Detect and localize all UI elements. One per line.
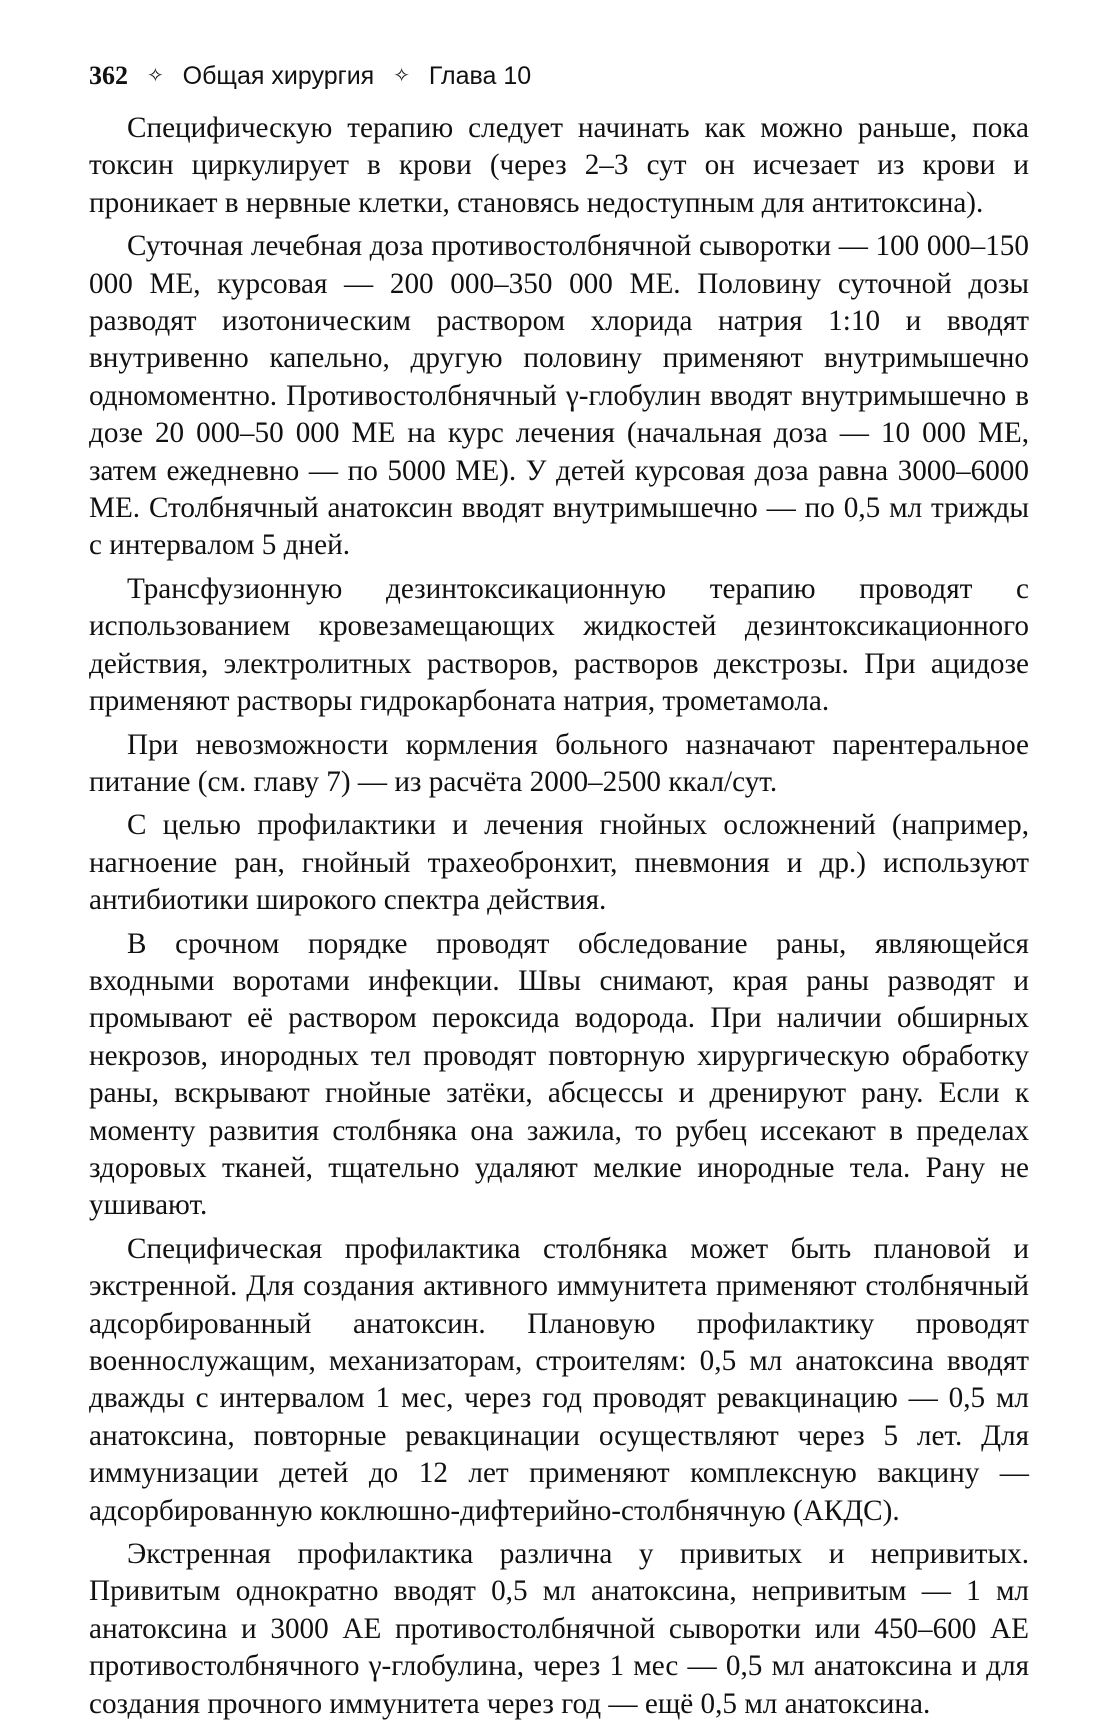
paragraph: В срочном порядке проводят обследование раны, являющейся входными воротами инфекции. Швы снимают, края раны разводят и промывают её раствором пероксида водорода. При наличии обширных некрозов, инородных тел проводят повторную хирургическую обработку раны, вскрывают гнойные затёки, абсцессы и дренируют рану. Если к моменту развития столбняка она зажила, то рубец иссекают в пределах здоровых тканей, тщательно удаляют мелкие инородные тела. Рану не ушивают. [89,927,1029,1222]
running-head [89,58,1029,98]
book-page [89,58,1029,1729]
diamond-separator-icon: ✧ [146,65,164,87]
body-text [89,110,1029,1723]
book-title: Общая хирургия [182,62,375,90]
paragraph: Трансфузионную дезинтоксикационную терапию проводят с использованием кровезамещающих жидкостей дезинтоксикационного действия, электролитных растворов, растворов декстрозы. При ацидозе применяют растворы гидрокарбоната натрия, трометамола. [89,572,1029,718]
page-number: 362 [89,61,128,90]
paragraph: С целью профилактики и лечения гнойных осложнений (например, нагноение ран, гнойный трахеобронхит, пневмония и др.) используют антибиотики широкого спектра действия. [89,809,1029,917]
paragraph: При невозможности кормления больного назначают парентеральное питание (см. главу 7) — из расчёта 2000–2500 ккал/сут. [89,728,1029,798]
paragraph: Специфическую терапию следует начинать как можно раньше, пока токсин циркулирует в крови (через 2–3 сут он исчезает из крови и проникает в нервные клетки, становясь недоступным для антитоксина). [89,112,1029,219]
paragraph: Суточная лечебная доза противостолбнячной сыворотки — 100 000–150 000 МЕ, курсовая — 200 000–350 000 МЕ. Половину суточной дозы разводят изотоническим раствором хлорида натрия 1:10 и вводят внутривенно капельно, другую половину применяют внутримышечно одномоментно. Противостолбнячный γ-глобулин вводят внутримышечно в дозе 20 000–50 000 МЕ на курс лечения (начальная доза — 10 000 МЕ, затем ежедневно — по 5000 МЕ). У детей курсовая доза равна 3000–6000 МЕ. Столбнячный анатоксин вводят внутримышечно — по 0,5 мл трижды с интервалом 5 дней. [89,230,1029,562]
diamond-separator-icon: ✧ [393,65,410,87]
paragraph: Специфическая профилактика столбняка может быть плановой и экстренной. Для создания активного иммунитета применяют столбнячный адсорбированный анатоксин. Плановую профилактику проводят военнослужащим, механизаторам, строителям: 0,5 мл анатоксина вводят дважды с интервалом 1 мес, через год проводят ревакцинацию — 0,5 мл анатоксина, повторные ревакцинации осуществляют через 5 лет. Для иммунизации детей до 12 лет применяют комплексную вакцину — адсорбированную коклюшно-дифтерийно-столбнячную (АКДС). [89,1232,1029,1527]
chapter-label: Глава 10 [428,62,532,90]
paragraph: Экстренная профилактика различна у привитых и непривитых. Привитым однократно вводят 0,5 мл анатоксина, непривитым — 1 мл анатоксина и 3000 АЕ противостолбнячной сыворотки или 450–600 АЕ противостолбнячного γ-глобулина, через 1 мес — 0,5 мл анатоксина и для создания прочного иммунитета через год — ещё 0,5 мл анатоксина. [89,1538,1029,1720]
